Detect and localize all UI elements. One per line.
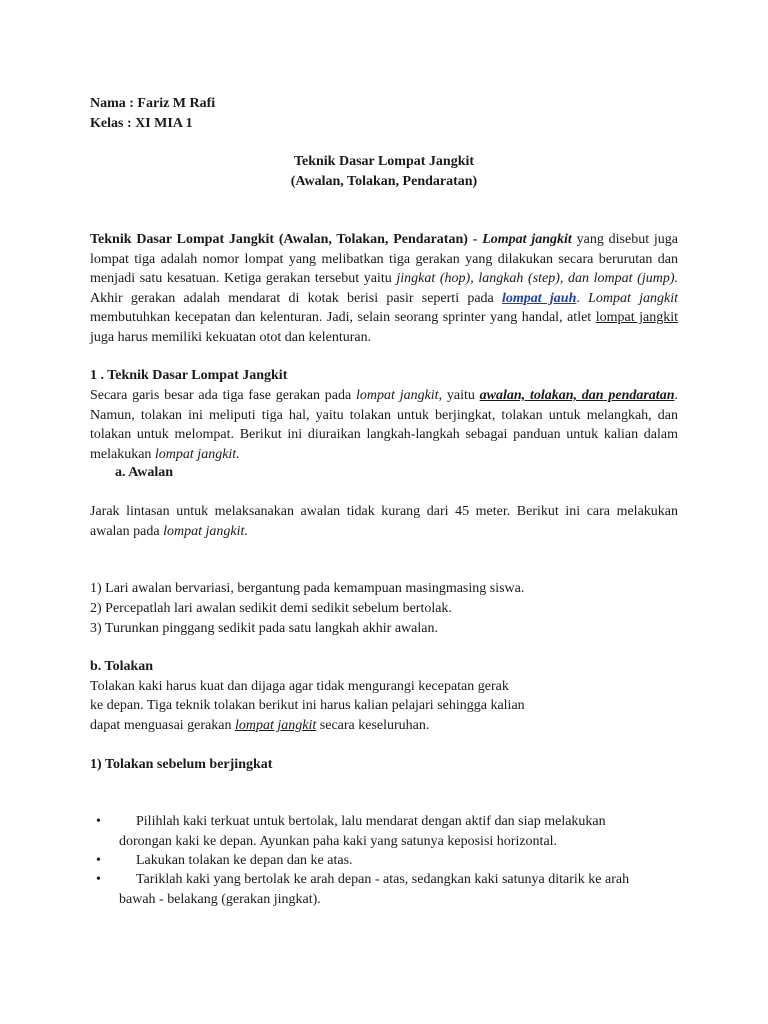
phases-list: awalan, tolakan, dan pendaratan (479, 388, 675, 403)
student-class: Kelas : XI MIA 1 (90, 116, 193, 131)
document-title: Teknik Dasar Lompat Jangkit (293, 154, 475, 169)
awalan-step-1: 1) Lari awalan bervariasi, bergantung pada kemampuan masingmasing siswa. (90, 581, 525, 596)
moves-list: jingkat (hop), langkah (step), dan lompat (jump). (396, 271, 678, 286)
section1-paragraph: Secara garis besar ada tiga fase gerakan pada lompat jangkit, yaitu awalan, tolakan, dan pendaratan. Namun, tolakan ini meliputi tiga hal, yaitu tolakan untuk berjingkat, tolakan untuk melangkah, dan tolakan untuk melompat. Berikut ini diuraikan langkah-langkah sebagai panduan untuk kalian dalam melakukan lompat jangkit. (90, 388, 678, 462)
subheading-awalan: a. Awalan (115, 465, 174, 480)
list-item: Tariklah kaki yang bertolak ke arah depan - atas, sedangkan kaki satunya ditarik ke arah bawah - belakang (gerakan jingkat). (119, 872, 630, 907)
tolakan-line-1: Tolakan kaki harus kuat dan dijaga agar tidak mengurangi kecepatan gerak (90, 679, 509, 694)
awalan-step-2: 2) Percepatlah lari awalan sedikit demi sedikit sebelum bertolak. (90, 601, 452, 616)
intro-lead: Teknik Dasar Lompat Jangkit (Awalan, Tolakan, Pendaratan) - (90, 232, 483, 247)
tolakan-heading: b. Tolakan (90, 659, 154, 674)
awalan-step-3: 3) Turunkan pinggang sedikit pada satu langkah akhir awalan. (90, 621, 438, 636)
student-name: Nama : Fariz M Rafi (90, 96, 216, 111)
list-item: Pilihlah kaki terkuat untuk bertolak, lalu mendarat dengan aktif dan siap melakukan dorongan kaki ke depan. Ayunkan paha kaki yang satunya keposisi horizontal. (119, 814, 606, 849)
term-lompat-jangkit: Lompat jangkit (482, 232, 572, 247)
tolakan1-heading: 1) Tolakan sebelum berjingkat (90, 757, 273, 772)
section1-heading: 1 . Teknik Dasar Lompat Jangkit (90, 368, 288, 383)
bullet-marker: • (96, 872, 101, 887)
bullet-marker: • (96, 853, 101, 868)
document-subtitle: (Awalan, Tolakan, Pendaratan) (290, 174, 478, 189)
link-lompat-jauh[interactable]: lompat jauh (501, 290, 577, 306)
intro-paragraph: Teknik Dasar Lompat Jangkit (Awalan, Tolakan, Pendaratan) - Lompat jangkit yang disebut juga lompat tiga adalah nomor lompat yang melibatkan tiga gerakan yang dilakukan secara berurutan dan menjadi satu kesatuan. Ketiga gerakan tersebut yaitu jingkat (hop), langkah (step), dan lompat (jump). Akhir gerakan adalah mendarat di kotak berisi pasir seperti pada lompat jauh. Lompat jangkit membutuhkan kecepatan dan kelenturan. Jadi, selain seorang sprinter yang handal, atlet lompat jangkit juga harus memiliki kekuatan otot dan kelenturan. (90, 232, 679, 345)
awalan-paragraph: Jarak lintasan untuk melaksanakan awalan tidak kurang dari 45 meter. Berikut ini cara melakukan awalan pada lompat jangkit. (90, 504, 678, 539)
tolakan-line-3: dapat menguasai gerakan lompat jangkit secara keseluruhan. (90, 718, 430, 733)
bullet-marker: • (96, 814, 101, 829)
list-item: Lakukan tolakan ke depan dan ke atas. (136, 853, 353, 868)
tolakan-line-2: ke depan. Tiga teknik tolakan berikut ini harus kalian pelajari sehingga kalian (90, 698, 525, 713)
